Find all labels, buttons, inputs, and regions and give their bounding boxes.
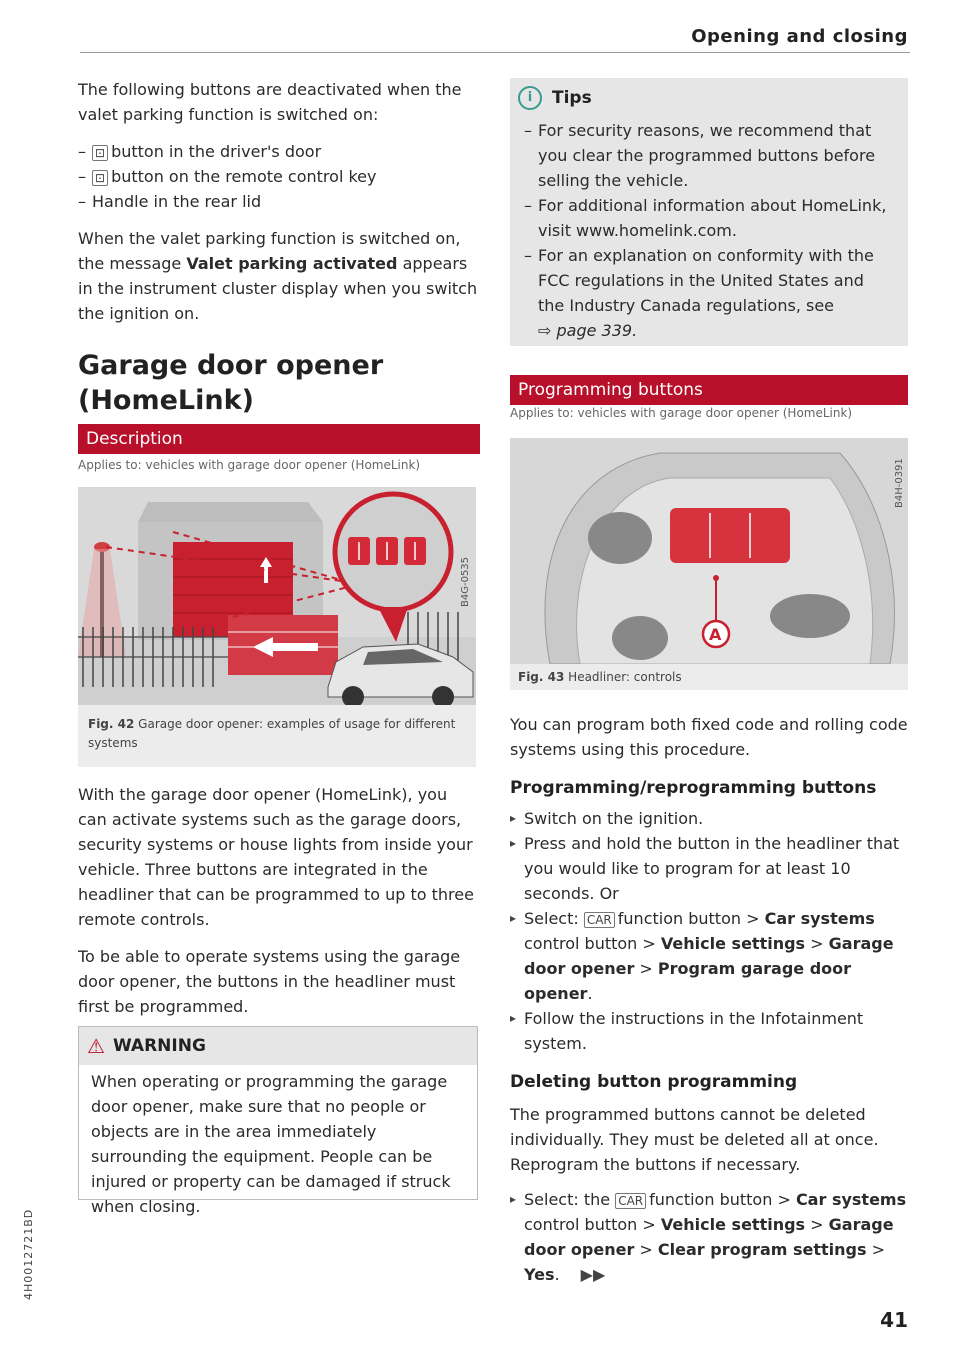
deactivated-list <box>78 139 478 214</box>
warning-title: WARNING <box>112 1036 206 1056</box>
warning-box <box>78 1026 478 1216</box>
deleting-steps <box>510 1187 910 1287</box>
doc-code: 4H0012721BD <box>22 1208 35 1300</box>
door-button-icon: ⊡ <box>92 145 108 161</box>
tips-title: Tips <box>552 88 592 108</box>
warning-text: When operating or programming the garage door opener, make sure that no people or objects are in the area immediately surrounding the equipment. People can be injured or property can be damaged if struck when closing. <box>91 1072 451 1216</box>
list-item: – ⊡ button on the remote control key <box>78 164 478 189</box>
list-item: ▸ Select: the CAR function button > Car systems control button > Vehicle settings > Garage door opener > Clear program settings > Yes. ▶▶ <box>510 1187 910 1287</box>
programming-intro: You can program both fixed code and rolling code systems using this procedure. <box>510 715 908 759</box>
figure-43 <box>510 438 908 690</box>
body-paragraph: With the garage door opener (HomeLink), you can activate systems such as the garage doors, security systems or house lights from inside your vehicle. Three buttons are integrated in the headliner that can be programmed to up to three remote controls. <box>78 785 474 929</box>
deleting-body: The programmed buttons cannot be deleted individually. They must be deleted all at once. Reprogram the buttons if necessary. <box>510 1105 879 1174</box>
list-item: ▸ Select: CAR function button > Car systems control button > Vehicle settings > Garage door opener > Program garage door opener. <box>510 906 910 1006</box>
deleting-subheading: Deleting button programming <box>510 1072 798 1092</box>
header-rule <box>80 52 910 53</box>
headliner-illustration <box>510 438 908 664</box>
intro-text: The following buttons are deactivated when the valet parking function is switched on: <box>78 80 462 124</box>
list-item: – For additional information about HomeLink, visit www.homelink.com. <box>524 193 894 243</box>
applies-note: Applies to: vehicles with garage door opener (HomeLink) <box>78 458 421 472</box>
info-icon: i <box>518 86 542 110</box>
door-button-icon: ⊡ <box>92 170 108 186</box>
list-item: – For an explanation on conformity with the FCC regulations in the United States and the Industry Canada regulations, see ⇨ page 339. <box>524 243 894 343</box>
valet-paragraph: When the valet parking function is switched on, the message Valet parking activated appears in the instrument cluster display when you switch the ignition on. <box>78 229 478 323</box>
list-item: ▸ Follow the instructions in the Infotainment system. <box>510 1006 910 1056</box>
list-item: – ⊡ button in the driver's door <box>78 139 478 164</box>
tips-box <box>510 78 908 346</box>
page-header-title: Opening and closing <box>691 26 908 47</box>
figure-caption: Fig. 42 Garage door opener: examples of usage for different systems <box>88 717 456 750</box>
list-item: – For security reasons, we recommend that you clear the programmed buttons before selling the vehicle. <box>524 118 894 193</box>
programming-steps <box>510 806 910 1056</box>
programming-bar: Programming buttons <box>510 375 908 405</box>
garage-illustration <box>78 487 476 705</box>
page-reference[interactable]: ⇨ page 339. <box>538 321 638 340</box>
warning-icon: ⚠ <box>87 1034 105 1058</box>
figure-code: B4G-0535 <box>460 556 471 607</box>
continue-arrow-icon: ▶▶ <box>580 1265 606 1284</box>
applies-note: Applies to: vehicles with garage door opener (HomeLink) <box>510 406 853 420</box>
tips-list <box>510 118 908 343</box>
callout-a: A <box>709 625 722 644</box>
description-bar: Description <box>78 424 480 454</box>
figure-code: B4H-0391 <box>894 458 905 508</box>
list-item: ▸ Switch on the ignition. <box>510 806 910 831</box>
body-paragraph: To be able to operate systems using the garage door opener, the buttons in the headliner must first be programmed. <box>78 947 461 1016</box>
figure-42 <box>78 487 476 767</box>
list-item: ▸ Press and hold the button in the headliner that you would like to program for at least 10 seconds. Or <box>510 831 910 906</box>
programming-subheading: Programming/reprogramming buttons <box>510 778 877 798</box>
list-item: – Handle in the rear lid <box>78 189 478 214</box>
figure-caption: Fig. 43 Headliner: controls <box>518 670 682 684</box>
page-number: 41 <box>880 1308 908 1332</box>
car-key: CAR <box>615 1193 646 1209</box>
section-heading: Garage door opener (HomeLink) <box>78 350 384 416</box>
car-key: CAR <box>584 912 615 928</box>
